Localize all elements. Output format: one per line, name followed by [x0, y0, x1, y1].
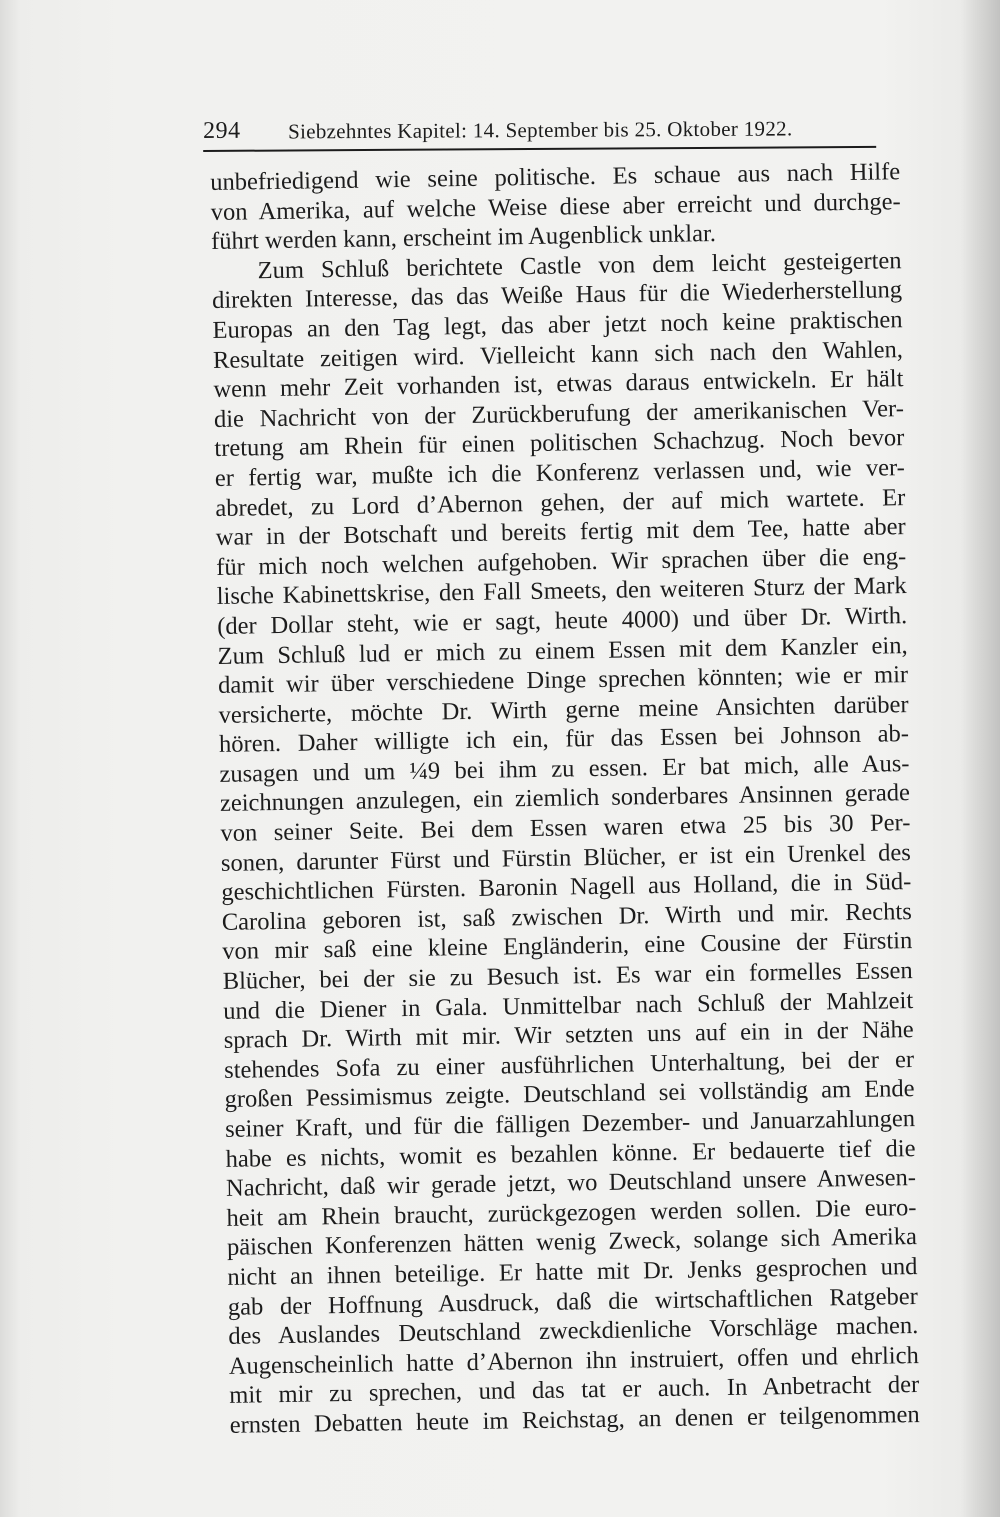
text-line: die Nachricht von der Zurückberufung der amerikanischen Ver- — [213, 394, 905, 433]
text-line: zeichnungen anzulegen, ein ziemlich sonderbares Ansinnen gerade — [219, 779, 911, 818]
body-text — [210, 157, 920, 1440]
text-line: ernsten Debatten heute im Reichstag, an denen er teilgenommen — [229, 1400, 920, 1439]
text-line: abredet, zu Lord d’Abernon gehen, der auf mich wartete. Er — [215, 483, 906, 522]
text-line: Zum Schluß lud er mich zu einem Essen mit dem Kanzler ein, — [217, 631, 908, 670]
text-line: unbefriedigend wie seine politische. Es schaue aus nach Hilfe — [210, 158, 901, 196]
gutter-shadow — [960, 0, 1000, 1517]
text-line: sprach Dr. Wirth mit mir. Wir setzten uns auf ein in der Nähe — [223, 1016, 914, 1055]
text-line: heit am Rhein braucht, zurückgezogen werden sollen. Die euro- — [226, 1193, 917, 1232]
text-line: versicherte, möchte Dr. Wirth gerne meine Ansichten darüber — [218, 690, 909, 729]
text-line: wenn mehr Zeit vorhanden ist, etwas daraus entwickeln. Er hält — [213, 365, 904, 404]
text-line: er fertig war, mußte ich die Konferenz verlassen und, wie ver- — [214, 454, 906, 492]
text-line: mit mir zu sprechen, und das tat er auch. In Anbetracht der — [229, 1371, 920, 1410]
text-line: gab der Hoffnung Ausdruck, daß die wirtschaftlichen Ratgeber — [227, 1282, 919, 1321]
text-line: von Amerika, auf welche Weise diese aber erreicht und durchge- — [210, 187, 901, 226]
text-line: zusagen und um ¼9 bei ihm zu essen. Er bat mich, alle Aus- — [219, 749, 910, 788]
text-line: von mir saß eine kleine Engländerin, eine Cousine der Fürstin — [222, 927, 913, 966]
text-line: Augenscheinlich hatte d’Abernon ihn instruiert, offen und ehrlich — [228, 1341, 919, 1380]
text-line: Blücher, bei der sie zu Besuch ist. Es war ein formelles Essen — [222, 957, 913, 995]
text-line: und die Diener in Gala. Unmittelbar nach Schluß der Mahlzeit — [223, 986, 914, 1025]
text-line: (der Dollar steht, wie er sagt, heute 4000) und über Dr. Wirth. — [216, 602, 908, 640]
text-line: damit wir über verschiedene Dinge sprechen könnten; wie er mir — [217, 661, 909, 700]
text-line: geschichtlichen Fürsten. Baronin Nagell aus Holland, die in Süd- — [221, 868, 912, 907]
text-line: Nachricht, daß wir gerade jetzt, wo Deutschland unsere Anwesen- — [225, 1164, 917, 1203]
text-line: führt werden kann, erscheint im Augenblick unklar. — [210, 220, 717, 256]
text-line: von seiner Seite. Bei dem Essen waren etwa 25 bis 30 Per- — [220, 809, 911, 847]
text-line: war in der Botschaft und bereits fertig mit dem Tee, hatte aber — [215, 513, 906, 552]
text-line: päischen Konferenzen hätten wenig Zweck, solange sich Amerika — [226, 1223, 918, 1262]
page-number: 294 — [203, 117, 241, 144]
text-line: seiner Kraft, und für die fälligen Dezember- und Januarzahlungen — [224, 1105, 916, 1143]
text-line: Resultate zeitigen wird. Vielleicht kann sich nach den Wahlen, — [212, 335, 904, 374]
header-rule — [203, 146, 876, 152]
text-line: Carolina geboren ist, saß zwischen Dr. Wirth und mir. Rechts — [221, 897, 912, 936]
text-line: habe es nichts, womit es bezahlen könne. Er bedauerte tief die — [225, 1134, 916, 1173]
text-line: Zum Schluß berichtete Castle von dem leicht gesteigerten — [257, 246, 902, 285]
text-line: nicht an ihnen beteilige. Er hatte mit Dr. Jenks gesprochen und — [227, 1252, 918, 1291]
text-line: sonen, darunter Fürst und Fürstin Blücher, er ist ein Urenkel des — [220, 838, 912, 877]
text-line: lische Kabinettskrise, den Fall Smeets, den weiteren Sturz der Mark — [216, 572, 907, 611]
text-line: großen Pessimismus zeigte. Deutschland sei vollständig am Ende — [224, 1075, 915, 1114]
text-line: des Auslandes Deutschland zweckdienliche Vorschläge machen. — [228, 1312, 919, 1351]
running-header — [203, 114, 876, 152]
text-line: für mich noch welchen aufgehoben. Wir sprachen über die eng- — [216, 542, 907, 581]
running-title: Siebzehntes Kapitel: 14. September bis 25. Oktober 1922. — [288, 116, 793, 144]
text-line: direkten Interesse, das das Weiße Haus für die Wiederherstellung — [211, 276, 903, 315]
text-line: tretung am Rhein für einen politischen Schachzug. Noch bevor — [214, 424, 905, 463]
text-line: Europas an den Tag legt, das aber jetzt noch keine praktischen — [212, 306, 903, 344]
text-line: hören. Daher willigte ich ein, für das Essen bei Johnson ab- — [218, 720, 910, 759]
text-line: stehendes Sofa zu einer ausführlichen Unterhaltung, bei der er — [223, 1045, 915, 1084]
